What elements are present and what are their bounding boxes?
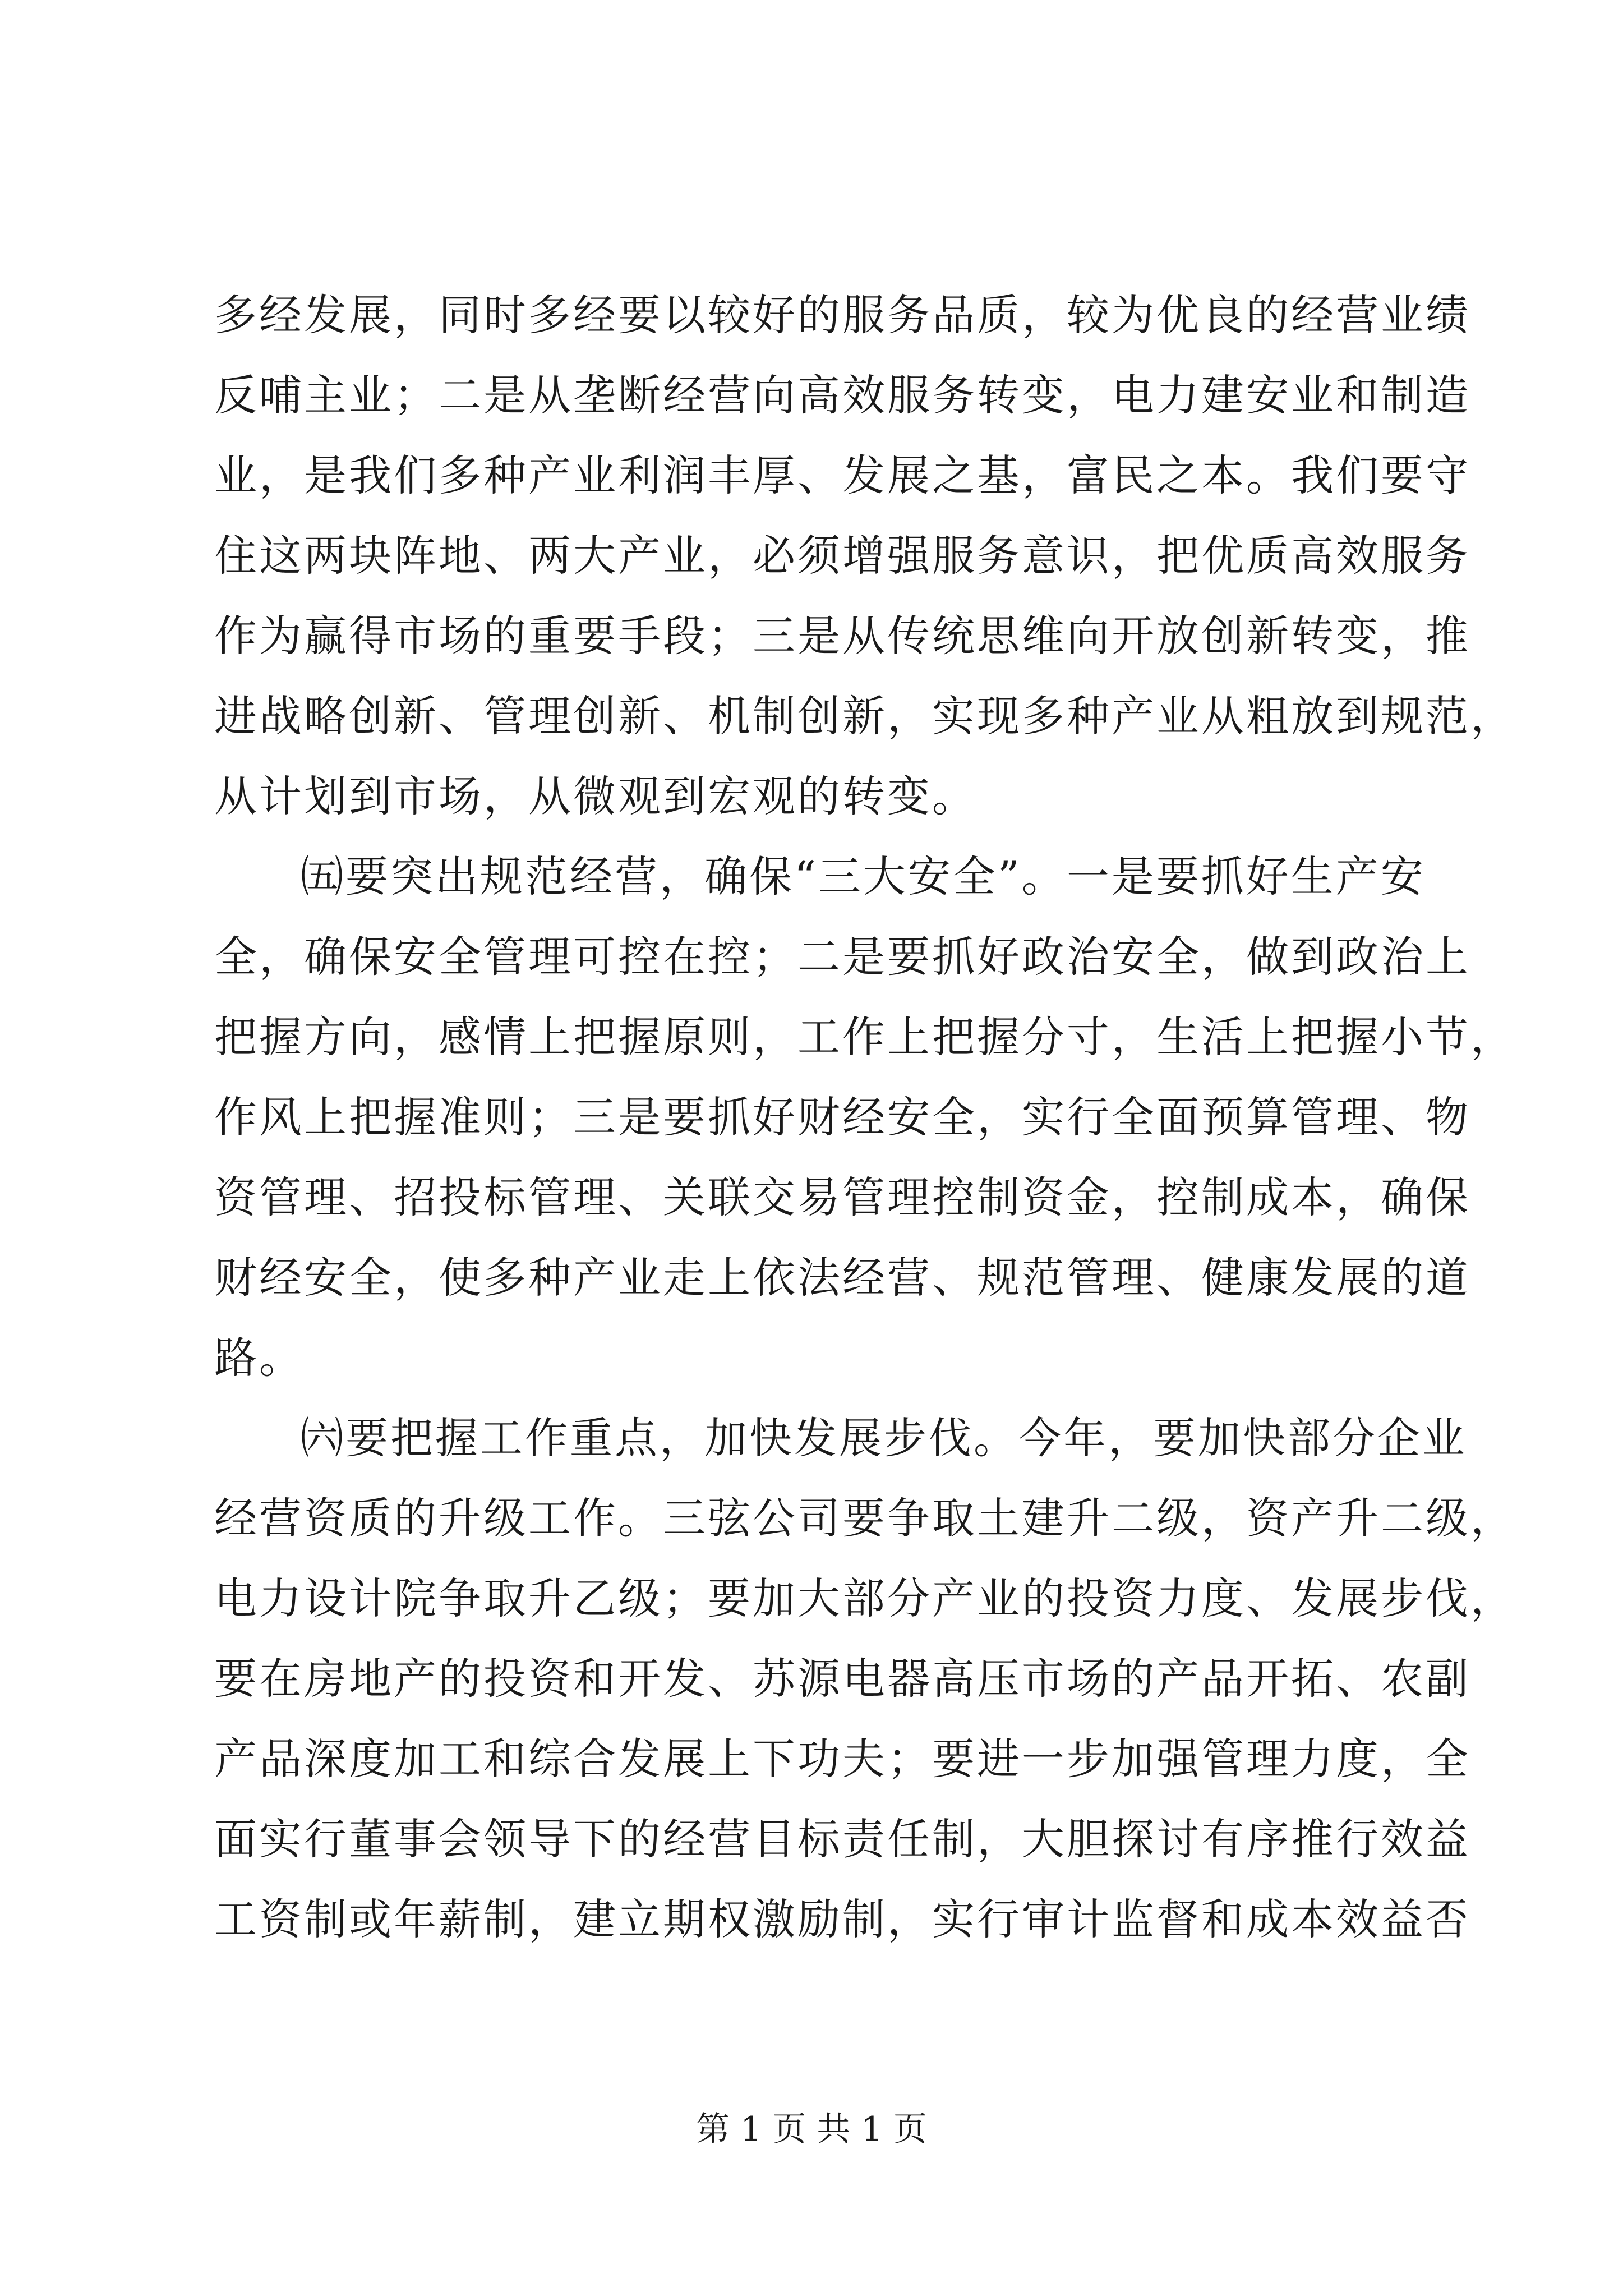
text-line: 工资制或年薪制，建立期权激励制，实行审计监督和成本效益否 xyxy=(214,1894,1470,1944)
body-text xyxy=(214,275,1515,1959)
text-line: 电力设计院争取升乙级；要加大部分产业的投资力度、发展步伐， xyxy=(214,1573,1515,1623)
text-line: 住这两块阵地、两大产业，必须增强服务意识，把优质高效服务 xyxy=(214,531,1470,581)
text-line: 财经安全，使多种产业走上依法经营、规范管理、健康发展的道 xyxy=(214,1253,1470,1303)
text-line: 面实行董事会领导下的经营目标责任制，大胆探讨有序推行效益 xyxy=(214,1814,1470,1864)
text-line: 资管理、招投标管理、关联交易管理控制资金，控制成本，确保 xyxy=(214,1172,1470,1222)
page-footer: 第 1 页 共 1 页 xyxy=(696,2110,927,2149)
text-line: 进战略创新、管理创新、机制创新，实现多种产业从粗放到规范， xyxy=(214,691,1515,741)
text-line: 路。 xyxy=(214,1333,304,1383)
text-line: 从计划到市场，从微观到宏观的转变。 xyxy=(214,771,977,821)
text-line: ㈥要把握工作重点，加快发展步伐。今年，要加快部分企业 xyxy=(301,1413,1467,1463)
text-line: 把握方向，感情上把握原则，工作上把握分寸，生活上把握小节， xyxy=(214,1012,1515,1062)
paragraph-1 xyxy=(214,275,1515,836)
text-line: 全，确保安全管理可控在控；二是要抓好政治安全，做到政治上 xyxy=(214,932,1470,982)
text-line: ㈤要突出规范经营，确保“三大安全”。一是要抓好生产安 xyxy=(301,852,1426,901)
text-line: 多经发展，同时多经要以较好的服务品质，较为优良的经营业绩 xyxy=(214,290,1470,340)
text-line: 作为赢得市场的重要手段；三是从传统思维向开放创新转变，推 xyxy=(214,611,1470,661)
text-line: 作风上把握准则；三是要抓好财经安全，实行全面预算管理、物 xyxy=(214,1092,1470,1142)
text-line: 业，是我们多种产业利润丰厚、发展之基，富民之本。我们要守 xyxy=(214,450,1470,500)
text-line: 要在房地产的投资和开发、苏源电器高压市场的产品开拓、农副 xyxy=(214,1654,1470,1704)
text-line: 经营资质的升级工作。三弦公司要争取土建升二级，资产升二级， xyxy=(214,1493,1515,1543)
text-line: 反哺主业；二是从垄断经营向高效服务转变，电力建安业和制造 xyxy=(214,370,1470,420)
paragraph-2 xyxy=(214,836,1515,1398)
text-line: 产品深度加工和综合发展上下功夫；要进一步加强管理力度，全 xyxy=(214,1734,1470,1784)
paragraph-3 xyxy=(214,1398,1515,1959)
